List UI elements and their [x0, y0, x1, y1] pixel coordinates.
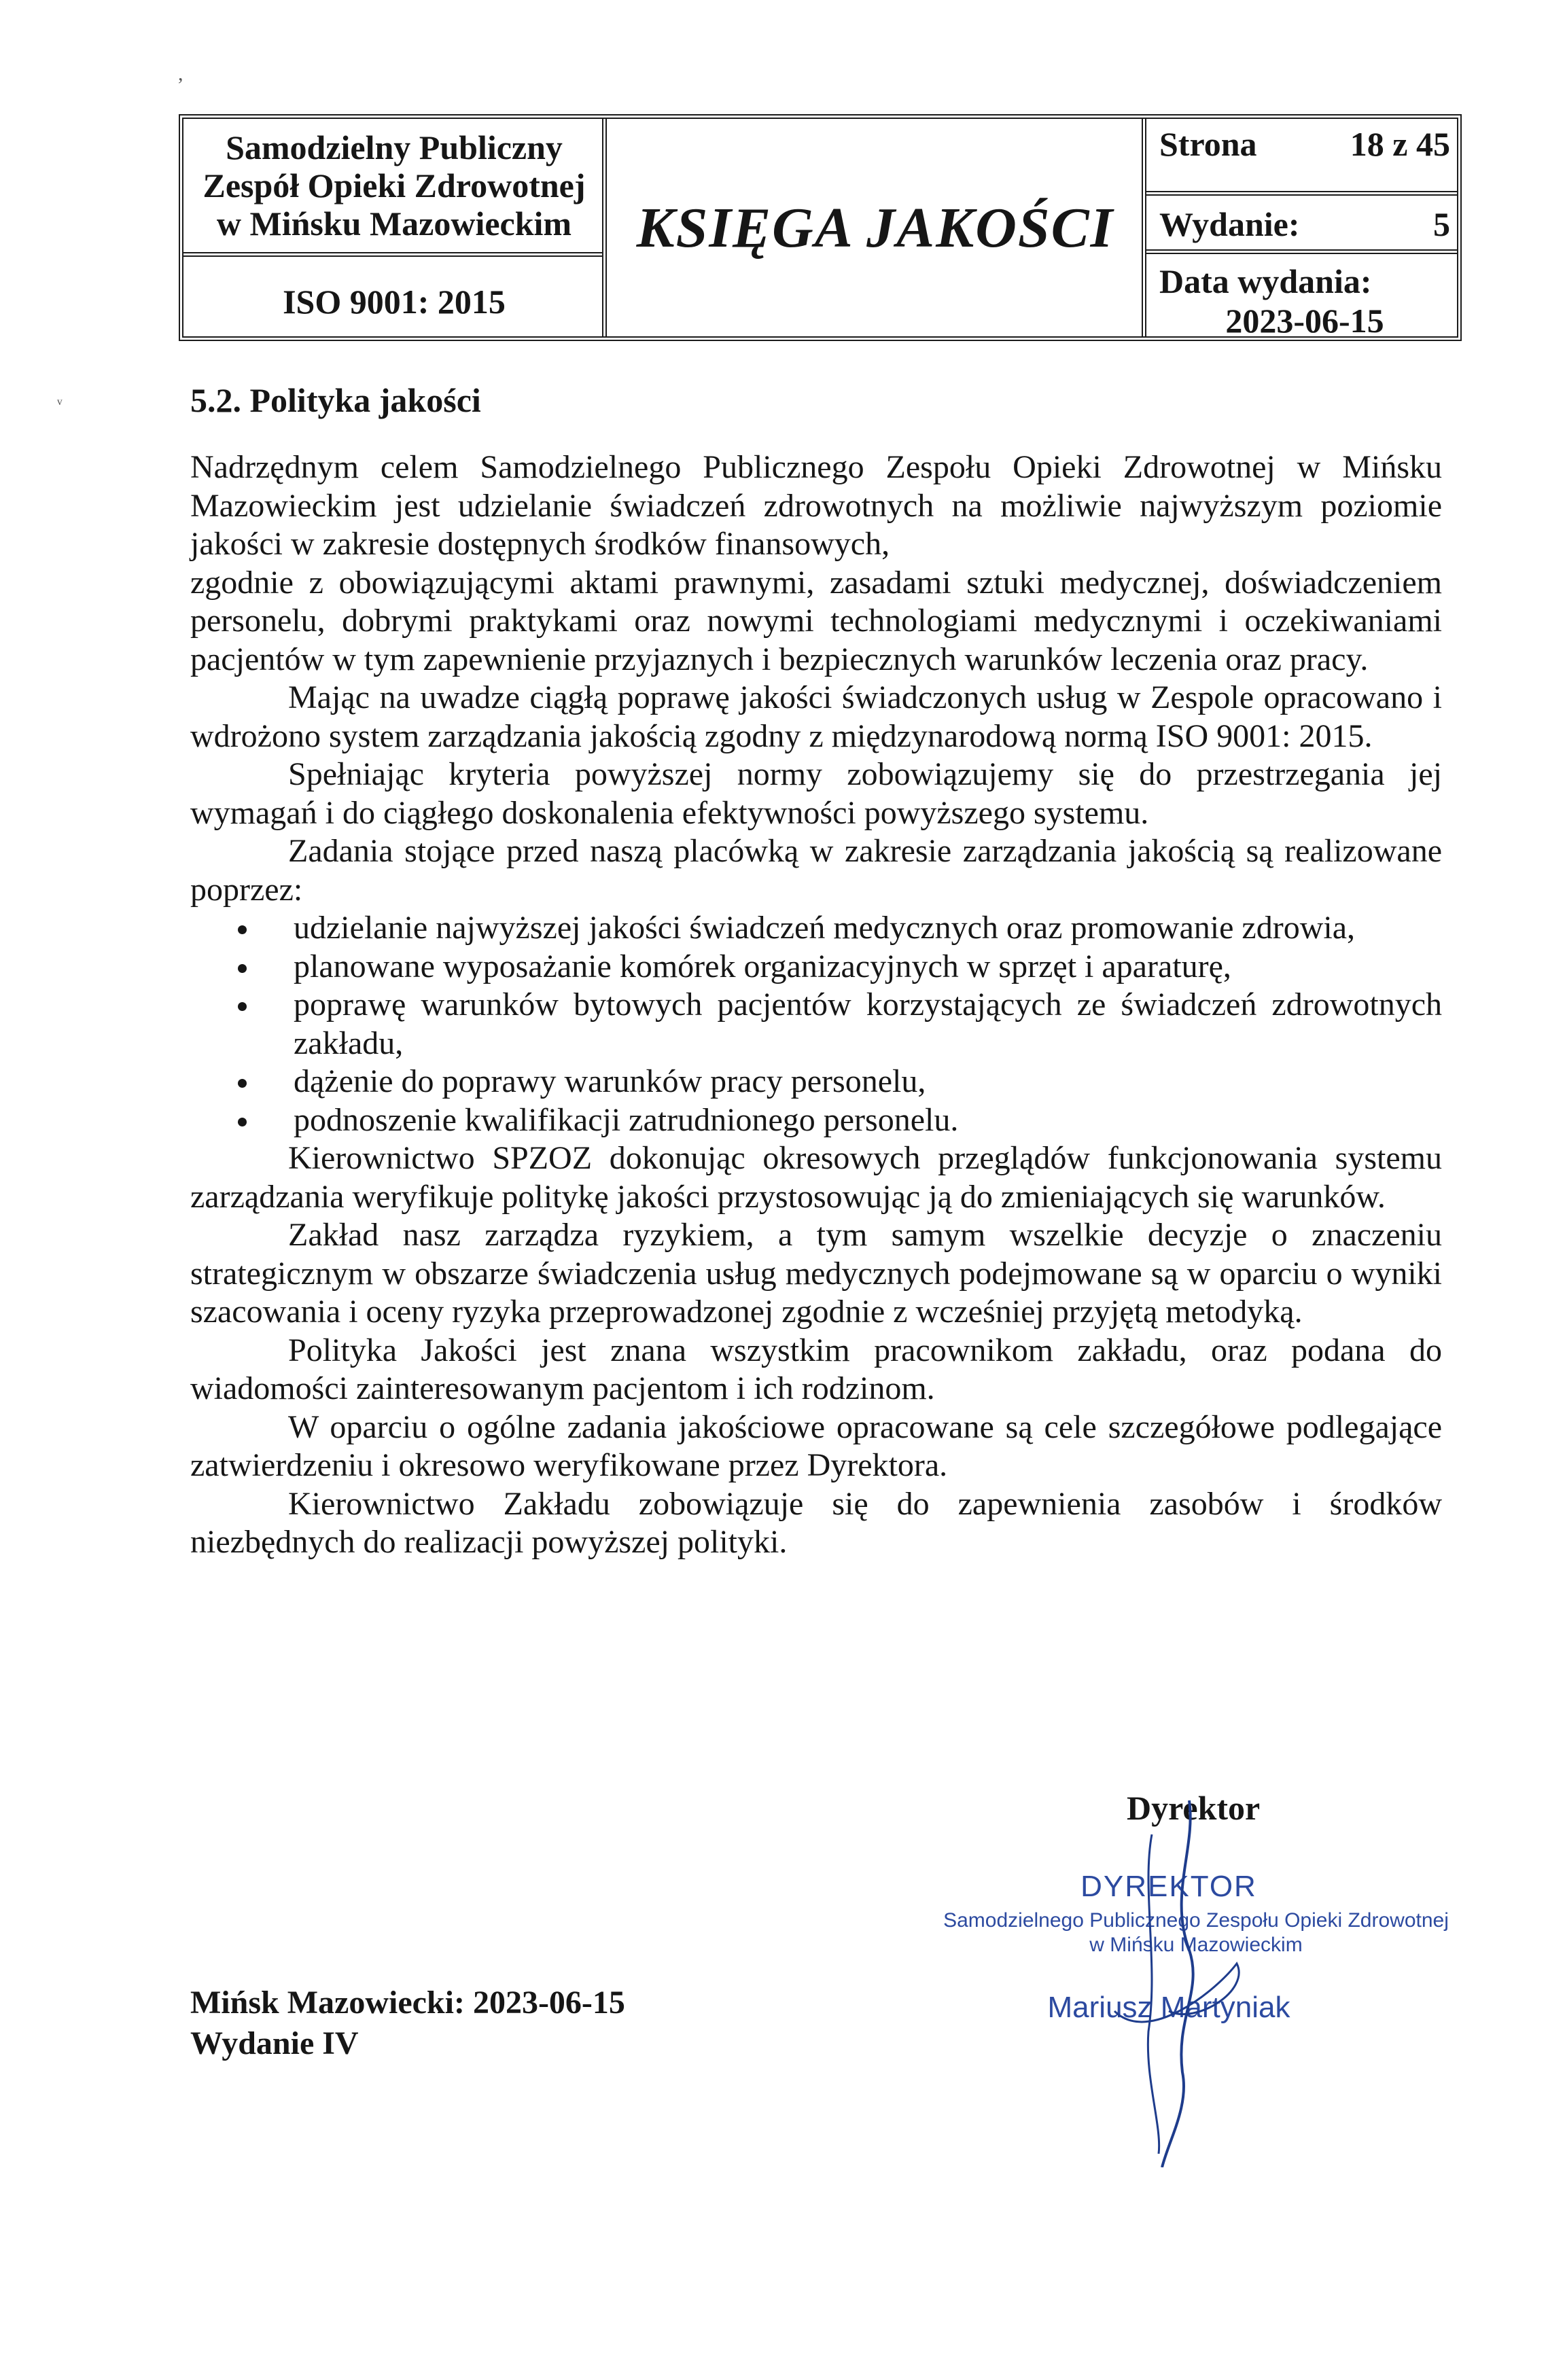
paragraph: W oparciu o ogólne zadania jakościowe opracowane są cele szczegółowe podlegające zatwierdzeniu i okresowo weryfikowane przez Dyrektora.: [190, 1408, 1442, 1483]
paragraph: Kierownictwo Zakładu zobowiązuje się do zapewnienia zasobów i środków niezbędnych do realizacji powyższej polityki.: [190, 1485, 1442, 1560]
list-item: planowane wyposażanie komórek organizacyjnych w sprzęt i aparaturę,: [190, 948, 1442, 987]
paragraph: Nadrzędnym celem Samodzielnego Publicznego Zespołu Opieki Zdrowotnej w Mińsku Mazowieckim jest udzielanie świadczeń zdrowotnych na możliwie najwyższym poziomie jakości w zakresie dostępnych środków finansowych,: [190, 449, 1442, 562]
org-line: w Mińsku Mazowieckim: [216, 205, 572, 243]
policy-text: [190, 448, 1442, 1562]
iso-standard: ISO 9001: 2015: [283, 283, 506, 321]
org-line: Zespół Opieki Zdrowotnej: [203, 166, 586, 205]
paragraph: Zakład nasz zarządza ryzykiem, a tym samym wszelkie decyzje o znaczeniu strategicznym w obszarze świadczenia usług medycznych podejmowane są w oparciu o wyniki szacowania i oceny ryzyka przeprowadzonej zgodnie z wcześniej przyjętą metodyką.: [190, 1217, 1442, 1330]
header-divider: [1146, 191, 1457, 196]
document-title: KSIĘGA JAKOŚCI: [636, 196, 1114, 260]
paragraph: Kierownictwo SPZOZ dokonując okresowych przeglądów funkcjonowania systemu zarządzania weryfikuje politykę jakości przystosowując ją do zmieniających się warunków.: [190, 1140, 1442, 1215]
stamp-location: w Mińsku Mazowieckim: [1089, 1934, 1303, 1956]
footer-place-date: Mińsk Mazowiecki: 2023-06-15: [190, 1985, 625, 2021]
paragraph: zgodnie z obowiązującymi aktami prawnymi, zasadami sztuki medycznej, doświadczeniem personelu, dobrymi praktykami oraz nowymi technologiami medycznymi i oczekiwaniami pacjentów w tym zapewnienie przyjaznych i bezpiecznych warunków leczenia oraz pracy.: [190, 564, 1442, 677]
paragraph: Zadania stojące przed naszą placówką w zakresie zarządzania jakością są realizowane poprzez:: [190, 833, 1442, 908]
scan-mark: ,: [178, 63, 183, 85]
paragraph: Spełniając kryteria powyższej normy zobowiązujemy się do przestrzegania jej wymagań i do ciągłego doskonalenia efektywności powyższego systemu.: [190, 756, 1442, 831]
paragraph: Polityka Jakości jest znana wszystkim pracownikom zakładu, oraz podana do wiadomości zainteresowanym pacjentom i ich rodzinom.: [190, 1332, 1442, 1406]
page-label: Strona: [1159, 125, 1257, 163]
footer-edition: Wydanie IV: [190, 2025, 359, 2061]
paragraph: Mając na uwadze ciągłą poprawę jakości świadczonych usług w Zespole opracowano i wdrożono system zarządzania jakością zgodny z międzynarodową normą ISO 9001: 2015.: [190, 679, 1442, 754]
organization-name: [183, 119, 605, 252]
list-item: poprawę warunków bytowych pacjentów korzystających ze świadczeń zdrowotnych zakładu,: [190, 986, 1442, 1063]
tasks-list: [190, 909, 1442, 1139]
list-item: udzielanie najwyższej jakości świadczeń medycznych oraz promowanie zdrowia,: [190, 909, 1442, 948]
handwritten-signature: [1087, 1787, 1291, 2167]
issue-date-value: 2023-06-15: [1225, 302, 1384, 340]
edition-label: Wydanie:: [1159, 205, 1300, 243]
issue-date-label: Data wydania:: [1159, 262, 1372, 300]
scan-mark: ᵛ: [57, 394, 63, 414]
list-item: dążenie do poprawy warunków pracy personelu,: [190, 1063, 1442, 1101]
edition: [1155, 199, 1454, 253]
section-heading: 5.2. Polityka jakości: [190, 381, 481, 419]
document-header-table: [179, 114, 1462, 341]
issue-date: [1155, 252, 1454, 340]
page-value: 18 z 45: [1350, 125, 1450, 163]
stamp-organization: Samodzielnego Publicznego Zespołu Opieki Zdrowotnej: [943, 1909, 1449, 1932]
edition-value: 5: [1433, 205, 1450, 243]
org-line: Samodzielny Publiczny: [226, 128, 563, 166]
list-item: podnoszenie kwalifikacji zatrudnionego personelu.: [190, 1101, 1442, 1140]
stamp-name: Mariusz Martyniak: [1047, 1991, 1290, 2024]
stamp-title: DYREKTOR: [1080, 1870, 1257, 1903]
page-number: [1155, 124, 1454, 179]
signature-title: Dyrektor: [1127, 1789, 1261, 1827]
